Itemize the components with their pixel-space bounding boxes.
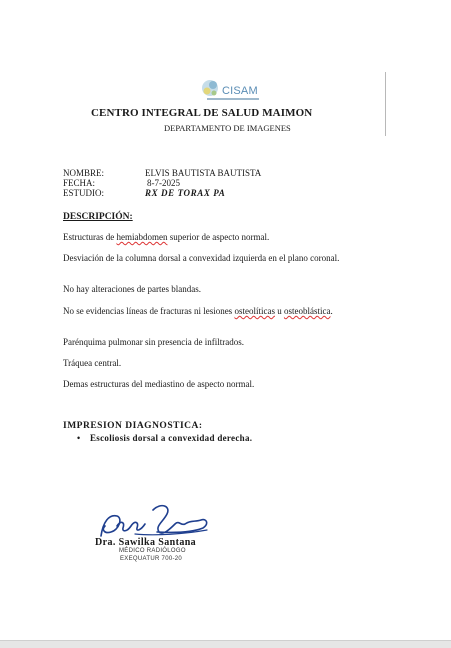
impression-text: Escoliosis dorsal a convexidad derecha. <box>90 433 253 443</box>
finding-6: Tráquea central. <box>63 358 122 368</box>
description-title: DESCRIPCIÓN: <box>63 212 133 222</box>
finding-2: Desviación de la columna dorsal a convexidad izquierda en el plano coronal. <box>63 253 340 263</box>
study-value: RX DE TORAX PA <box>145 188 226 198</box>
finding-4 <box>63 306 378 317</box>
study-row <box>63 188 225 198</box>
patient-name-row <box>63 168 261 178</box>
finding-4-text-e: . <box>330 306 333 316</box>
header-divider <box>385 72 386 136</box>
finding-1 <box>63 232 378 243</box>
study-label: ESTUDIO: <box>63 188 104 198</box>
bullet-icon: • <box>77 433 81 443</box>
impression-title: IMPRESION DIAGNOSTICA: <box>63 421 203 431</box>
finding-1-text-a: Estructuras de <box>63 232 117 242</box>
impression-item <box>77 433 252 443</box>
finding-4-text-a: No se evidencias líneas de fracturas ni lesiones <box>63 306 235 316</box>
doctor-name: Dra. Sawilka Santana <box>95 537 197 548</box>
finding-4-spellcheck-word-1: osteolíticas <box>234 306 275 316</box>
name-value: ELVIS BAUTISTA BAUTISTA <box>145 168 262 178</box>
finding-1-spellcheck-word: hemiabdomen <box>116 232 168 242</box>
logo-underline <box>207 98 259 100</box>
doctor-exequatur: EXEQUATUR 700-20 <box>120 556 183 562</box>
date-value: 8-7-2025 <box>147 178 180 188</box>
finding-4-spellcheck-word-2: osteoblástica <box>283 306 331 316</box>
department-name: DEPARTAMENTO DE IMAGENES <box>164 123 291 133</box>
logo-text: CISAM <box>222 85 258 97</box>
finding-1-text-c: superior de aspecto normal. <box>167 232 270 242</box>
date-row <box>63 178 180 188</box>
finding-7: Demas estructuras del mediastino de aspecto normal. <box>63 379 255 389</box>
finding-5: Parénquima pulmonar sin presencia de infiltrados. <box>63 337 244 347</box>
institution-name: CENTRO INTEGRAL DE SALUD MAIMON <box>91 107 313 119</box>
finding-4-text-c: u <box>274 306 284 316</box>
date-label: FECHA: <box>63 178 96 188</box>
name-label: NOMBRE: <box>63 168 105 178</box>
doctor-role: MÉDICO RADIÓLOGO <box>119 548 186 554</box>
finding-3: No hay alteraciones de partes blandas. <box>63 284 201 294</box>
